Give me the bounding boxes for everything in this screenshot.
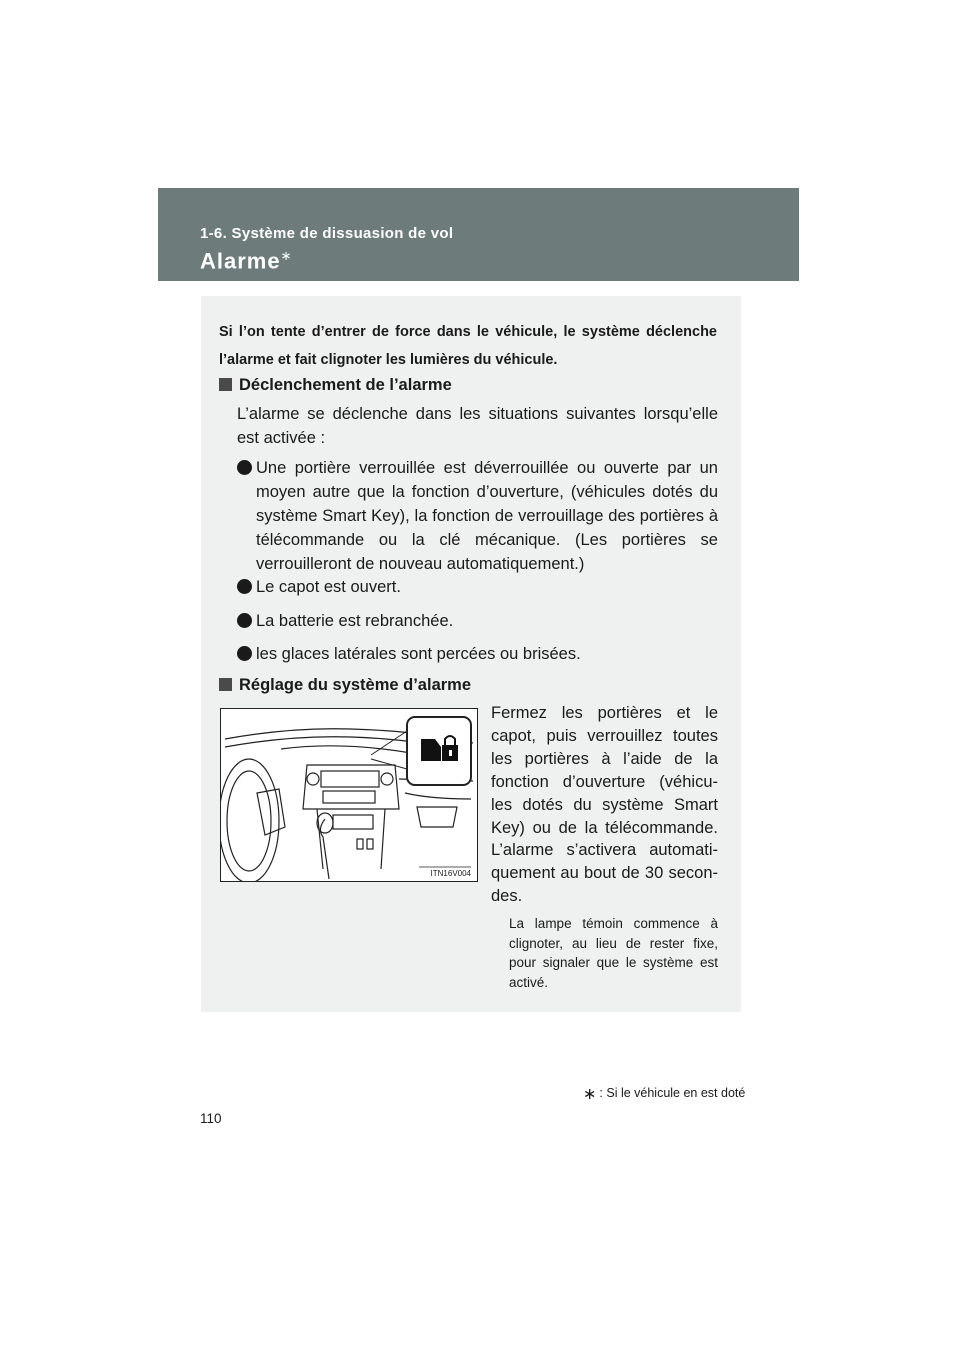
list-item-text: Une portière verrouillée est déverrouillée ou ouverte par un moyen autre que la fonction d’ouverture, (véhicules dotés du système Smart Key), la fonction de verrouillage des portières à télécommande ou la clé mécanique. (Les portières se verrouilleront de nouveau automatiquement.) (256, 459, 718, 573)
list-item (237, 456, 718, 576)
setting-heading-text: Réglage du système d’alarme (239, 676, 472, 694)
section-label: 1-6. Système de dissuasion de vol (200, 225, 454, 242)
dashboard-illustration (220, 708, 478, 882)
title-asterisk: ∗ (280, 248, 293, 263)
square-bullet-icon (219, 378, 232, 391)
list-item (237, 575, 718, 599)
list-item (237, 642, 718, 666)
list-item (237, 609, 718, 633)
figure-code: ITN16V004 (430, 869, 471, 878)
square-bullet-icon (219, 678, 232, 691)
footnote-text: : Si le véhicule en est doté (599, 1086, 746, 1100)
list-item-text: La batterie est rebranchée. (256, 612, 454, 630)
page-title (200, 248, 293, 274)
bullet-dot-icon (237, 613, 252, 628)
setting-body: Fermez les portières et le capot, puis verrouillez toutes les portières à l’aide de la fonction d’ouverture (véhicu-les dotés du système Smart Key) ou de la télécommande. L’alarme s’activera automati-quement au bout de 30 secon-des. (491, 704, 718, 906)
list-item-text: Le capot est ouvert. (256, 578, 401, 596)
dashboard-drawing (221, 709, 477, 881)
triggering-heading (219, 374, 452, 396)
bullet-dot-icon (237, 646, 252, 661)
triggering-heading-text: Déclenchement de l’alarme (239, 376, 452, 394)
page-number: 110 (200, 1111, 222, 1126)
header-band (158, 188, 799, 281)
setting-heading (219, 674, 471, 696)
footnote-asterisk: ∗ (583, 1086, 597, 1103)
intro-text: Si l’on tente d’entrer de force dans le véhicule, le système déclenche l’alarme et fait clignoter les lumières du véhicule. (219, 324, 717, 368)
list-item-text: les glaces latérales sont percées ou brisées. (256, 645, 581, 663)
bullet-dot-icon (237, 579, 252, 594)
footnote (583, 1084, 745, 1104)
bullet-dot-icon (237, 460, 252, 475)
triggering-lead: L’alarme se déclenche dans les situations suivantes lorsqu’elle est activée : (237, 405, 718, 447)
setting-note: La lampe témoin commence à clignoter, au lieu de rester fixe, pour signaler que le système est activé. (509, 916, 718, 990)
page-title-text: Alarme (200, 248, 281, 274)
content-box (201, 296, 741, 1012)
